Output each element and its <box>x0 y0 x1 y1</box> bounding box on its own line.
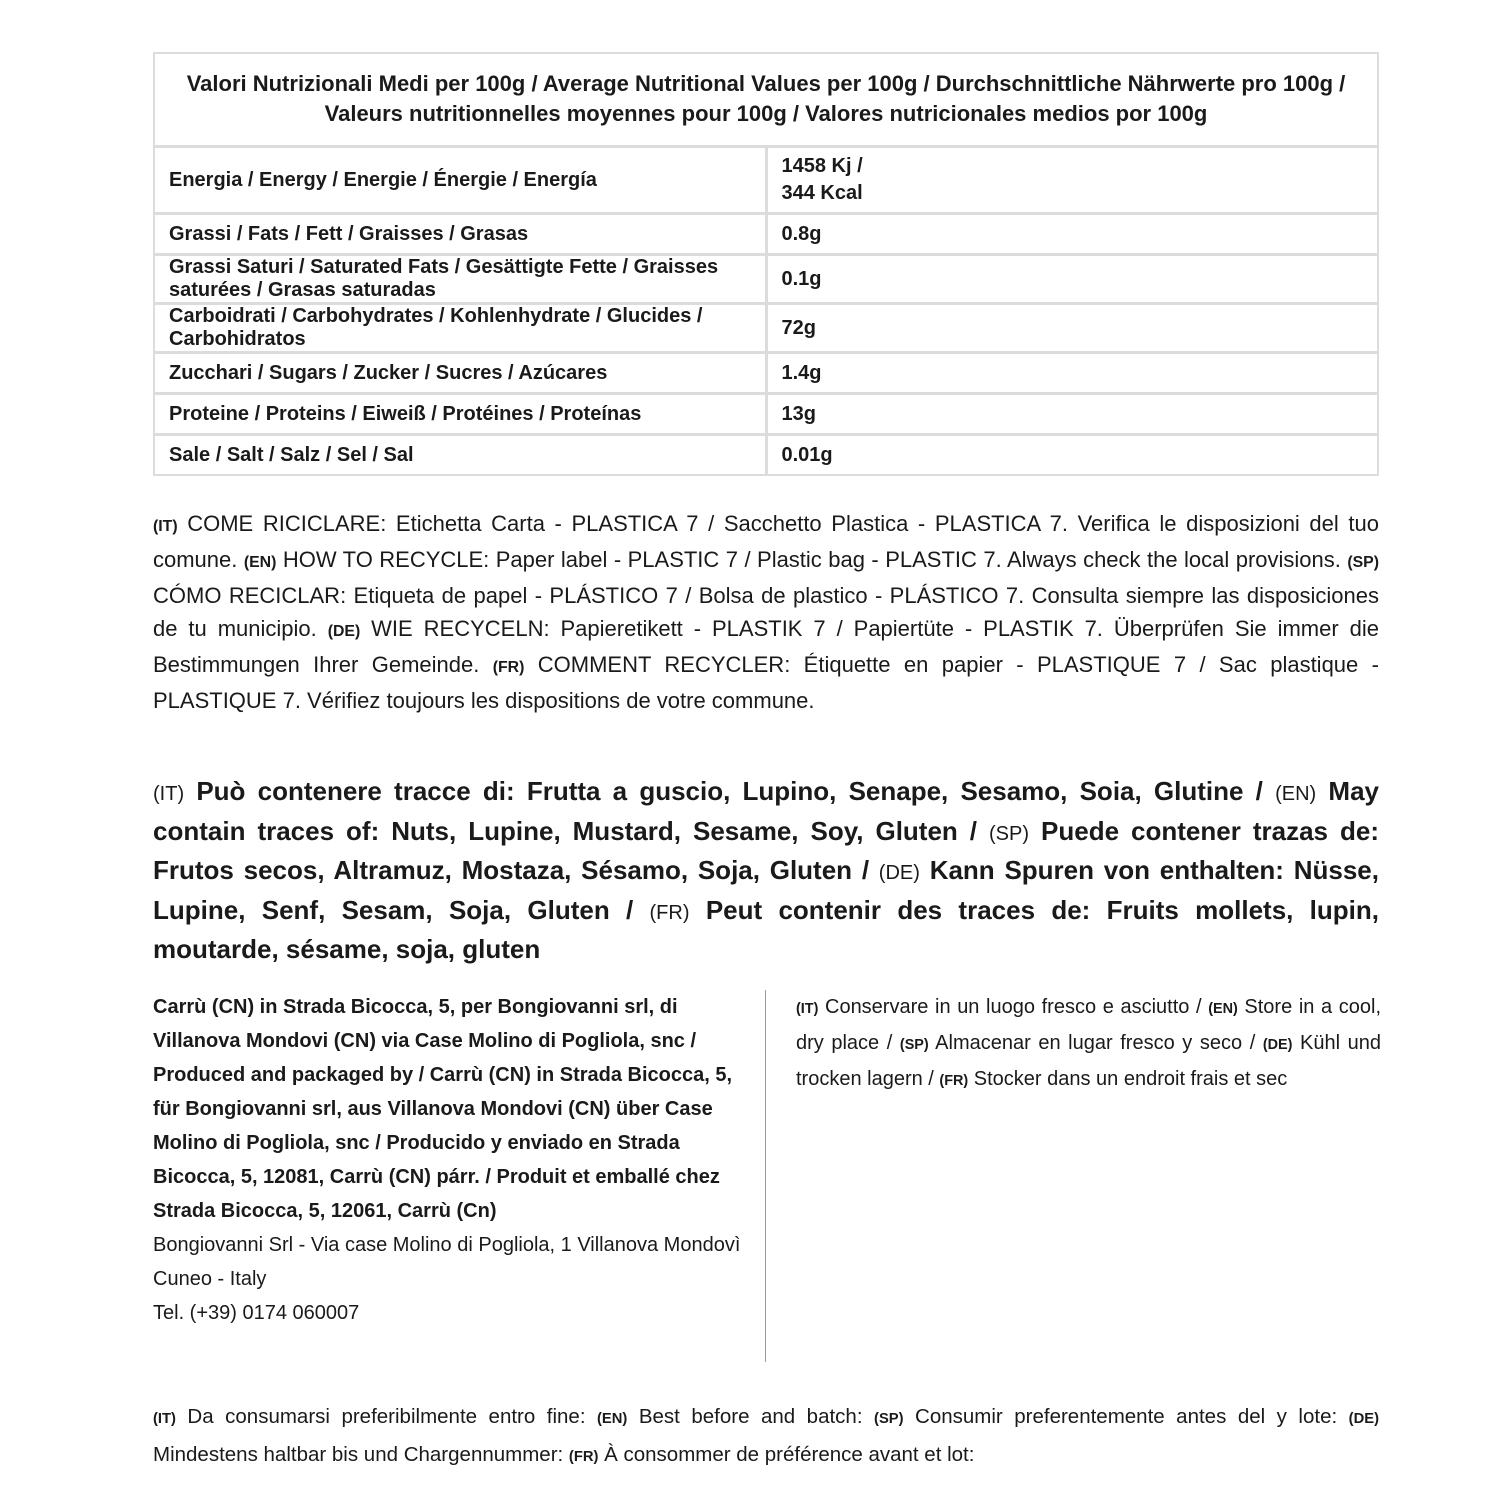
row-value: 0.1g <box>766 255 1378 304</box>
allergens-sp: Puede contener trazas de: Frutos secos, Altramuz, Mostaza, Sésamo, Soja, Gluten / <box>153 815 1379 885</box>
lang-tag-fr: (FR) <box>568 1449 599 1465</box>
nutrition-table <box>153 52 1379 476</box>
lang-tag-en: (EN) <box>1208 1001 1238 1017</box>
storage-en: Store in a cool, dry place / <box>796 996 1381 1054</box>
row-value: 0.8g <box>766 214 1378 255</box>
info-columns <box>153 990 1379 1362</box>
row-label: Zucchari / Sugars / Zucker / Sucres / Azúcares <box>154 353 766 394</box>
storage-fr: Stocker dans un endroit frais et sec <box>968 1068 1288 1090</box>
row-label: Proteine / Proteins / Eiweiß / Protéines / Proteínas <box>154 394 766 435</box>
best-before-note <box>153 1399 1379 1475</box>
storage-it: Conservare in un luogo fresco e asciutto / <box>818 996 1209 1018</box>
table-row-proteins <box>154 394 1378 435</box>
recycling-de: WIE RECYCELN: Papieretikett - PLASTIK 7 / Papiertüte - PLASTIK 7. Überprüfen Sie immer die Bestimmungen Ihrer Gemeinde. <box>153 616 1379 677</box>
lang-tag-de: (DE) <box>327 623 361 640</box>
row-label: Grassi Saturi / Saturated Fats / Gesättigte Fette / Graisses saturées / Grasas saturadas <box>154 255 766 304</box>
row-label: Energia / Energy / Energie / Énergie / Energía <box>154 147 766 214</box>
producer-address: Bongiovanni Srl - Via case Molino di Pogliola, 1 Villanova Mondovì Cuneo - Italy <box>153 1234 741 1290</box>
row-label: Carboidrati / Carbohydrates / Kohlenhydrate / Glucides / Carbohidratos <box>154 304 766 353</box>
table-row-salt <box>154 435 1378 476</box>
recycling-sp: CÓMO RECICLAR: Etiqueta de papel - PLÁSTICO 7 / Bolsa de plastico - PLÁSTICO 7. Consulta siempre las disposiciones de tu municipio. <box>153 583 1379 641</box>
lang-tag-en: (EN) <box>1275 783 1317 805</box>
row-value: 1458 Kj / 344 Kcal <box>766 147 1378 214</box>
allergens-it: Può contenere tracce di: Frutta a guscio, Lupino, Senape, Sesamo, Soia, Glutine / <box>184 776 1276 806</box>
lang-tag-sp: (SP) <box>874 1411 904 1427</box>
column-divider <box>765 990 766 1362</box>
recycling-en: HOW TO RECYCLE: Paper label - PLASTIC 7 / Plastic bag - PLASTIC 7. Always check the local provisions. <box>276 547 1348 572</box>
producer-info <box>153 990 743 1330</box>
table-row-saturated-fats <box>154 255 1378 304</box>
storage-sp: Almacenar en lugar fresco y seco / <box>928 1032 1263 1054</box>
label-document <box>153 52 1381 1466</box>
lang-tag-fr: (FR) <box>492 659 525 676</box>
allergens-fr: Peut contenir des traces de: Fruits mollets, lupin, moutarde, sésame, soja, gluten <box>153 894 1379 964</box>
lang-tag-de: (DE) <box>1262 1037 1293 1053</box>
lang-tag-it: (IT) <box>153 783 185 805</box>
lang-tag-de: (DE) <box>1348 1411 1379 1427</box>
lang-tag-sp: (SP) <box>899 1037 929 1053</box>
lang-tag-de: (DE) <box>878 862 920 884</box>
table-row-sugars <box>154 353 1378 394</box>
lang-tag-sp: (SP) <box>1347 554 1379 571</box>
allergens-en: May contain traces of: Nuts, Lupine, Mustard, Sesame, Soy, Gluten / <box>153 776 1379 846</box>
best-before-de: Mindestens haltbar bis und Chargennummer: <box>153 1443 569 1466</box>
recycling-it: COME RICICLARE: Etichetta Carta - PLASTICA 7 / Sacchetto Plastica - PLASTICA 7. Verifica le disposizioni del tuo comune. <box>153 511 1379 572</box>
lang-tag-fr: (FR) <box>939 1073 969 1089</box>
recycling-instructions <box>153 507 1379 717</box>
storage-de: Kühl und trocken lagern / <box>796 1032 1381 1090</box>
lang-tag-fr: (FR) <box>649 901 690 924</box>
row-value: 72g <box>766 304 1378 353</box>
table-row-energy <box>154 147 1378 214</box>
lang-tag-it: (IT) <box>153 1411 176 1427</box>
row-value: 0.01g <box>766 435 1378 476</box>
best-before-fr: À consommer de préférence avant et lot: <box>598 1443 975 1466</box>
best-before-sp: Consumir preferentemente antes del y lote: <box>903 1405 1349 1428</box>
row-label: Sale / Salt / Salz / Sel / Sal <box>154 435 766 476</box>
recycling-fr: COMMENT RECYCLER: Étiquette en papier - PLASTIQUE 7 / Sac plastique - PLASTIQUE 7. Vérifiez toujours les dispositions de votre commune. <box>153 652 1379 713</box>
nutrition-table-header: Valori Nutrizionali Medi per 100g / Average Nutritional Values per 100g / Durchschnittliche Nährwerte pro 100g / Valeurs nutritionnelles moyennes pour 100g / Valores nutricionales medios por 100g <box>154 53 1378 147</box>
storage-info <box>796 990 1381 1098</box>
lang-tag-it: (IT) <box>796 1001 819 1017</box>
row-value: 1.4g <box>766 353 1378 394</box>
table-row-carbohydrates <box>154 304 1378 353</box>
best-before-en: Best before and batch: <box>627 1405 875 1428</box>
table-row-fats <box>154 214 1378 255</box>
producer-phone: Tel. (+39) 0174 060007 <box>153 1302 360 1324</box>
lang-tag-en: (EN) <box>597 1411 628 1427</box>
allergens-de: Kann Spuren von enthalten: Nüsse, Lupine, Senf, Sesam, Soja, Gluten / <box>153 855 1379 925</box>
row-label: Grassi / Fats / Fett / Graisses / Grasas <box>154 214 766 255</box>
lang-tag-it: (IT) <box>153 518 178 535</box>
best-before-it: Da consumarsi preferibilmente entro fine: <box>175 1405 598 1428</box>
producer-text: Carrù (CN) in Strada Bicocca, 5, per Bongiovanni srl, di Villanova Mondovi (CN) via Case Molino di Pogliola, snc / Produced and packaged by / Carrù (CN) in Strada Bicocca, 5, für Bongiovanni srl, aus Villanova Mondovi (CN) über Case Molino di Pogliola, snc / Producido y enviado en Strada Bicocca, 5, 12081, Carrù (CN) párr. / Produit et emballé chez Strada Bicocca, 5, 12061, Carrù (Cn) <box>153 996 733 1222</box>
allergen-warning <box>153 773 1379 968</box>
lang-tag-en: (EN) <box>243 554 277 571</box>
lang-tag-sp: (SP) <box>989 822 1030 845</box>
row-value: 13g <box>766 394 1378 435</box>
